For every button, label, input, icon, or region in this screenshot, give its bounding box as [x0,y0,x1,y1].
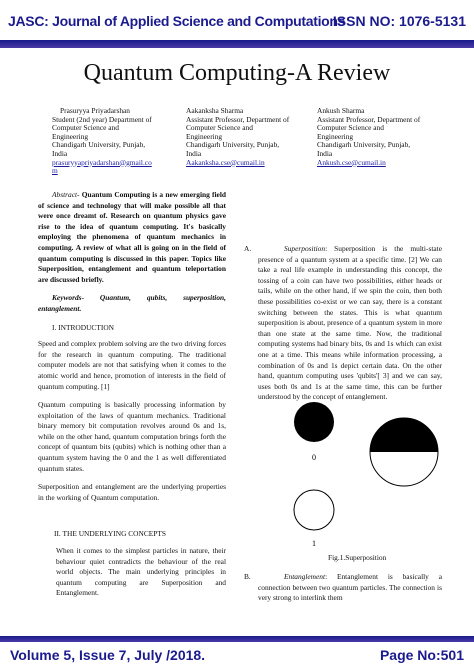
journal-name: JASC: Journal of Applied Science and Computations [8,13,346,29]
paragraph: When it comes to the simplest particles in nature, their behaviour quiet contradicts the behaviour of the real world objects. The main underlying principles in quantum computing are Superposition and Entanglement. [56,546,226,598]
superposition-figure [290,398,440,548]
qubit-state-1-circle [294,490,334,530]
author-affiliation-line: Assistant Professor, Department of [186,114,290,124]
superposition-half-circle [370,418,438,486]
author-email-link[interactable]: Aakanksha.cse@cumail.in [186,157,265,167]
author-affiliation-line: Chandigarh University, Punjab, [186,140,280,150]
subsection-entanglement [244,572,442,604]
paper-title: Quantum Computing-A Review [83,60,391,86]
author-block-3 [317,107,447,167]
author-affiliation-line: Chandigarh University, Punjab, [317,140,411,150]
page-number: Page No:501 [379,647,464,663]
subsection-label: A. [244,244,252,253]
author-email-link[interactable]: Ankush.cse@cumail.in [317,157,386,167]
header-rule [0,40,474,48]
author-affiliation-line: Computer Science and [52,123,119,133]
author-email-link[interactable]: prasuryyapriyadarshan@gmail.co [52,157,152,167]
paragraph: Superposition and entanglement are the underlying properties in the working of Quantum computation. [38,482,226,502]
paragraph: Quantum computing is basically processing information by exploitation of the laws of quantum mechanics. Traditional binary memory bit computation revolves around 0s and 1s, while on the other hand, quantum computation brings forth the concept of quantum bits (qubits) which is nothing other than a quantum system having the 0 and the 1 as well differentiated quantum states. [38,400,226,473]
author-block-2 [186,107,306,167]
abstract [38,190,226,285]
subsection-text: : Entanglement is basically a connection between two quantum particles. The connection is very strong to interlink them [258,572,442,603]
abstract-text: Quantum Computing is a new emerging field of science and technology that will make possible all that were once dreamt of. Research on quantum physics gave rise to the idea of quantum computing. It's basically employing the phenomena of quantum mechanics in computing. A review of what all is going on in the field of quantum computing is discussed in this paper. Topics like Superposition, entanglement and quantum teleportation are discussed briefly. [38,190,226,284]
author-name: Prasuryya Priyadarshan [60,106,130,115]
subsection-label: B. [244,572,251,581]
entanglement-paragraph [244,572,442,604]
author-affiliation-line: Student (2nd year) Department of [52,114,152,124]
subsection-superposition [244,244,442,403]
author-affiliation-line: Assistant Professor, Department of [317,114,421,124]
author-affiliation-line: Computer Science and [317,123,384,133]
author-email-link-continued[interactable]: m [52,166,58,176]
author-name: Ankush Sharma [317,106,365,115]
author-affiliation-line: Engineering [317,131,354,141]
subsection-heading: Superposition [284,244,326,253]
left-column [38,190,226,607]
qubit-state-0-circle [294,402,334,442]
keywords: Keywords- Quantum, qubits, superposition, entanglement. [38,293,226,313]
author-affiliation-line: Computer Science and [186,123,253,133]
subsection-text: : Superposition is the multi-state presence of a quantum system at a specific time. [2] We can take a real life example in understanding this concept, the tossing of a coin can have two possibilities, either heads or tails, while on the other hand, if we spin the coin, then both these possibilities co-exist or we can say, there is a constant switching between the states. This is what quantum superposition is about, presence of a quantum system in more than one state at the same time. Now, the traditional computing systems had binary bits, 0s and 1s which can exist one at a time. This means while information processing, a combination of 0s and 1s depict certain data. On the other hand, quantum computing uses 'qubits'[ 3] and we can say, uses both 0s and 1s at the same time, this can be further understood by the concept of entanglement. [258,244,442,402]
state-label-1: 1 [312,539,316,548]
figure-caption: Fig.1.Superposition [328,553,387,562]
subsection-heading: Entanglement [284,572,326,581]
issn-number: ISSN NO: 1076-5131 [332,13,466,29]
journal-header [0,0,474,52]
footer-rule [0,636,474,642]
author-affiliation-line: Chandigarh University, Punjab, [52,140,146,150]
paragraph: Speed and complex problem solving are the two driving forces for the research in quantum computing. The traditional computer models are not that satisfying when it comes to the atomic world and hence, promotion of interests in the field of quantum computing. [1] [38,339,226,391]
section-heading-introduction: I. INTRODUCTION [52,322,114,332]
author-name: Aakanksha Sharma [186,106,244,115]
author-block-1 [52,107,172,176]
author-affiliation-line: Engineering [52,131,89,141]
right-column [244,244,442,403]
journal-footer [0,632,474,670]
abstract-label: Abstract- [52,190,80,199]
volume-issue: Volume 5, Issue 7, July /2018. [10,647,206,663]
author-affiliation-line: India [186,148,202,158]
author-affiliation-line: India [317,148,333,158]
author-affiliation-line: India [52,148,68,158]
section-heading-concepts: II. THE UNDERLYING CONCEPTS [54,529,167,539]
state-label-0: 0 [312,453,316,462]
author-affiliation-line: Engineering [186,131,223,141]
